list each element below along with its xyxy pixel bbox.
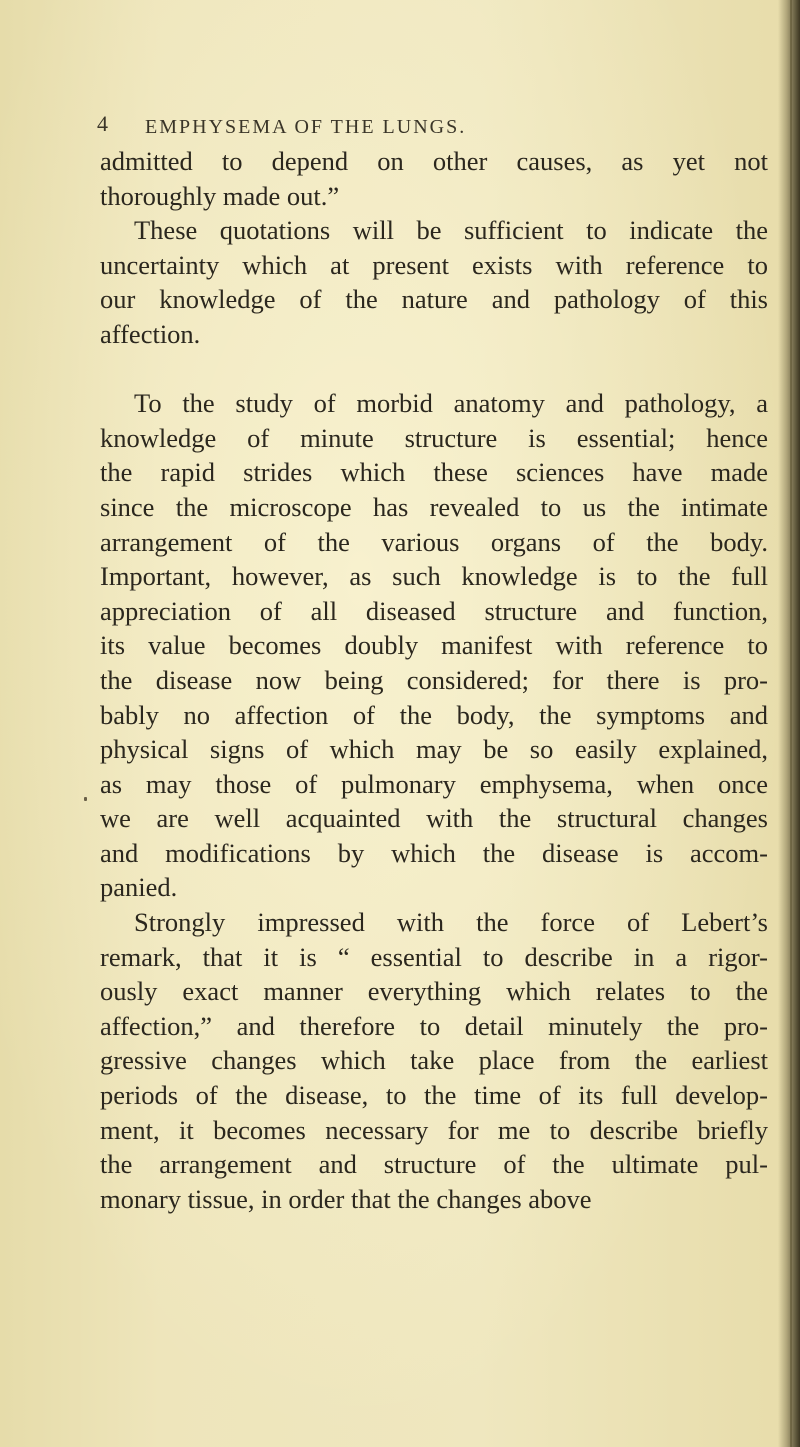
text-line: Important, however, as such knowledge is to the full	[100, 561, 768, 592]
text-line: periods of the disease, to the time of its full develop-	[100, 1080, 768, 1111]
text-line: panied.	[100, 872, 178, 903]
paragraph-gap	[100, 352, 768, 387]
text-line: ously exact manner everything which relates to the	[100, 976, 768, 1007]
text-line: our knowledge of the nature and pathology of this	[100, 284, 768, 315]
text-line: arrangement of the various organs of the body.	[100, 526, 768, 557]
text-line: monary tissue, in order that the changes above	[100, 1183, 592, 1214]
text-line: uncertainty which at present exists with reference to	[100, 249, 768, 280]
page-edge-shadow	[778, 0, 800, 1447]
ink-speck	[84, 797, 87, 801]
text-line: bably no affection of the body, the symptoms and	[100, 699, 768, 730]
text-line: the rapid strides which these sciences have made	[100, 457, 768, 488]
text-line: These quotations will be sufficient to indicate the	[134, 215, 768, 246]
text-line: affection,” and therefore to detail minutely the pro-	[100, 1010, 768, 1041]
text-line: appreciation of all diseased structure and function,	[100, 595, 768, 626]
text-line: ment, it becomes necessary for me to describe briefly	[100, 1114, 768, 1145]
text-line: the arrangement and structure of the ultimate pul-	[100, 1149, 768, 1180]
text-line: gressive changes which take place from the earliest	[100, 1045, 768, 1076]
text-line: affection.	[100, 318, 201, 349]
text-line: since the microscope has revealed to us the intimate	[100, 491, 768, 522]
text-line: its value becomes doubly manifest with reference to	[100, 630, 768, 661]
page-number: 4	[97, 111, 109, 136]
text-line: and modifications by which the disease is accom-	[100, 837, 768, 868]
text-line: remark, that it is “ essential to describe in a rigor-	[100, 941, 768, 972]
text-line: the disease now being considered; for there is pro-	[100, 664, 768, 695]
text-line: physical signs of which may be so easily explained,	[100, 734, 768, 765]
text-line: thoroughly made out.”	[100, 180, 340, 211]
text-line: we are well acquainted with the structural changes	[100, 803, 768, 834]
text-line: Strongly impressed with the force of Lebert’s	[134, 907, 768, 938]
body-text	[100, 144, 768, 1216]
running-title: EMPHYSEMA OF THE LUNGS.	[145, 116, 467, 138]
text-line: To the study of morbid anatomy and pathology, a	[134, 388, 768, 419]
text-line: as may those of pulmonary emphysema, when once	[100, 768, 768, 799]
text-line: admitted to depend on other causes, as yet not	[100, 146, 768, 176]
text-line: knowledge of minute structure is essential; hence	[100, 422, 768, 453]
page-edge-line	[790, 0, 792, 1447]
